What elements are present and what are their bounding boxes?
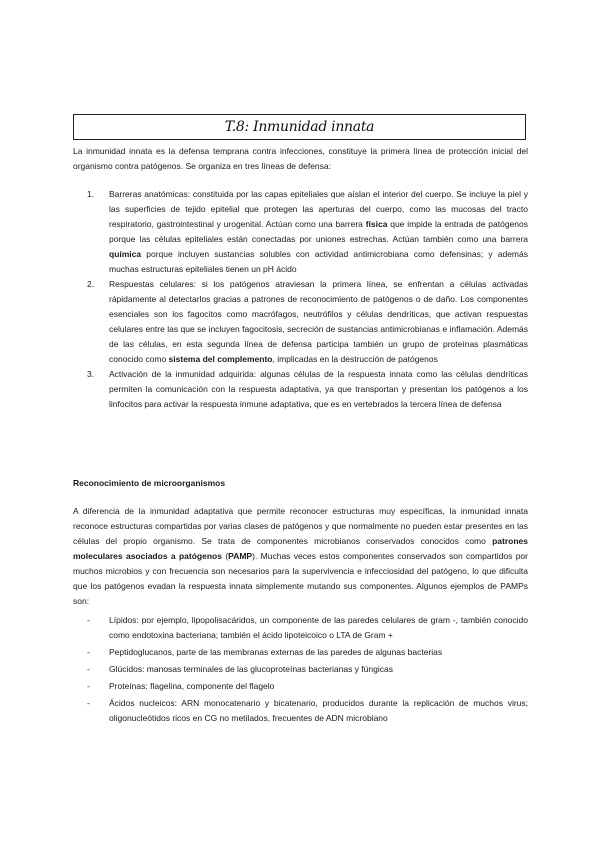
list-number: 2. <box>87 279 95 289</box>
defense-lines-list <box>87 187 528 412</box>
list-item: 3. Activación de la inmunidad adquirida: algunas células de la respuesta innata como las células dendríticas permiten la comunicación con la respuesta adaptativa, ya que transportan y presentan los patógenos a los linfocitos para activar la respuesta inmune adaptativa, que es en vertebrados la tercera línea de defensa <box>87 369 528 409</box>
intro-paragraph: La inmunidad innata es la defensa temprana contra infecciones, constituye la primera línea de protección inicial del organismo contra patógenos. Se organiza en tres líneas de defensa: <box>73 146 528 171</box>
section-paragraph: A diferencia de la inmunidad adaptativa que permite reconocer estructuras muy específicas, la inmunidad innata reconoce estructuras compartidas por varias clases de patógenos y que normalmente no pueden estar presentes en las células del propio organismo. Se trata de componentes microbianos conservados conocidos como patrones moleculares asociados a patógenos (PAMP). Muchas veces estos componentes conservados son compartidos por muchos microbios y con frecuencia son necesarios para la supervivencia e infecciosidad del patógeno, lo que dificulta que los patógenos evadan la respuesta innata simplemente mutando sus componentes. Algunos ejemplos de PAMPs son: <box>73 506 528 606</box>
list-item: - Ácidos nucleicos: ARN monocatenario y bicatenario, producidos durante la replicación de muchos virus; oligonucleótidos ricos en CG no metilados, frecuentes de ADN microbiano <box>87 698 528 723</box>
list-number: 3. <box>87 369 95 379</box>
list-item: - Glúcidos: manosas terminales de las glucoproteínas bacterianas y fúngicas <box>87 664 393 674</box>
list-item: - Lípidos: por ejemplo, lipopolisacáridos, un componente de las paredes celulares de gram -, también conocido como endotoxina bacteriana; también el ácido lipoteicoico o LTA de Gram + <box>87 615 528 640</box>
pamp-examples-list <box>87 613 528 728</box>
list-item: - Proteínas: flagelina, componente del flagelo <box>87 681 275 691</box>
list-item: 1. Barreras anatómicas: constituida por las capas epiteliales que aíslan el interior del cuerpo. Se incluye la piel y las superficies de tejido epitelial que protegen las aperturas del cuerpo, como las mucosas del tracto respiratorio, gastrointestinal y urogenital. Actúan como una barrera física que impide la entrada de patógenos porque las células epiteliales están conectadas por uniones estrechas. Actúan también como una barrera química porque incluyen sustancias solubles con actividad antimicrobiana como defensinas; y además muchas estructuras epiteliales tienen un pH ácido <box>87 189 529 274</box>
list-number: 1. <box>87 189 95 199</box>
list-item: - Peptidoglucanos, parte de las membranas externas de las paredes de algunas bacterias <box>87 647 443 657</box>
list-item: 2. Respuestas celulares: si los patógenos atraviesan la primera línea, se enfrentan a células activadas rápidamente al detectarlos gracias a patrones de reconocimiento de patógenos o de daño. Los componentes esenciales son los fagocitos como macrófagos, neutrófilos y células dendríticas, que activan respuestas celulares entre las que se incluyen fagocitosis, secreción de sustancias antimicrobianas e inflamación. Además de las células, en esta segunda línea de defensa participa también un grupo de proteínas plasmáticas conocido como sistema del complemento, implicadas en la destrucción de patógenos <box>87 279 528 364</box>
section-heading: Reconocimiento de microorganismos <box>73 478 226 488</box>
title-box <box>73 114 526 140</box>
page-title: T.8: Inmunidad innata <box>224 119 375 135</box>
